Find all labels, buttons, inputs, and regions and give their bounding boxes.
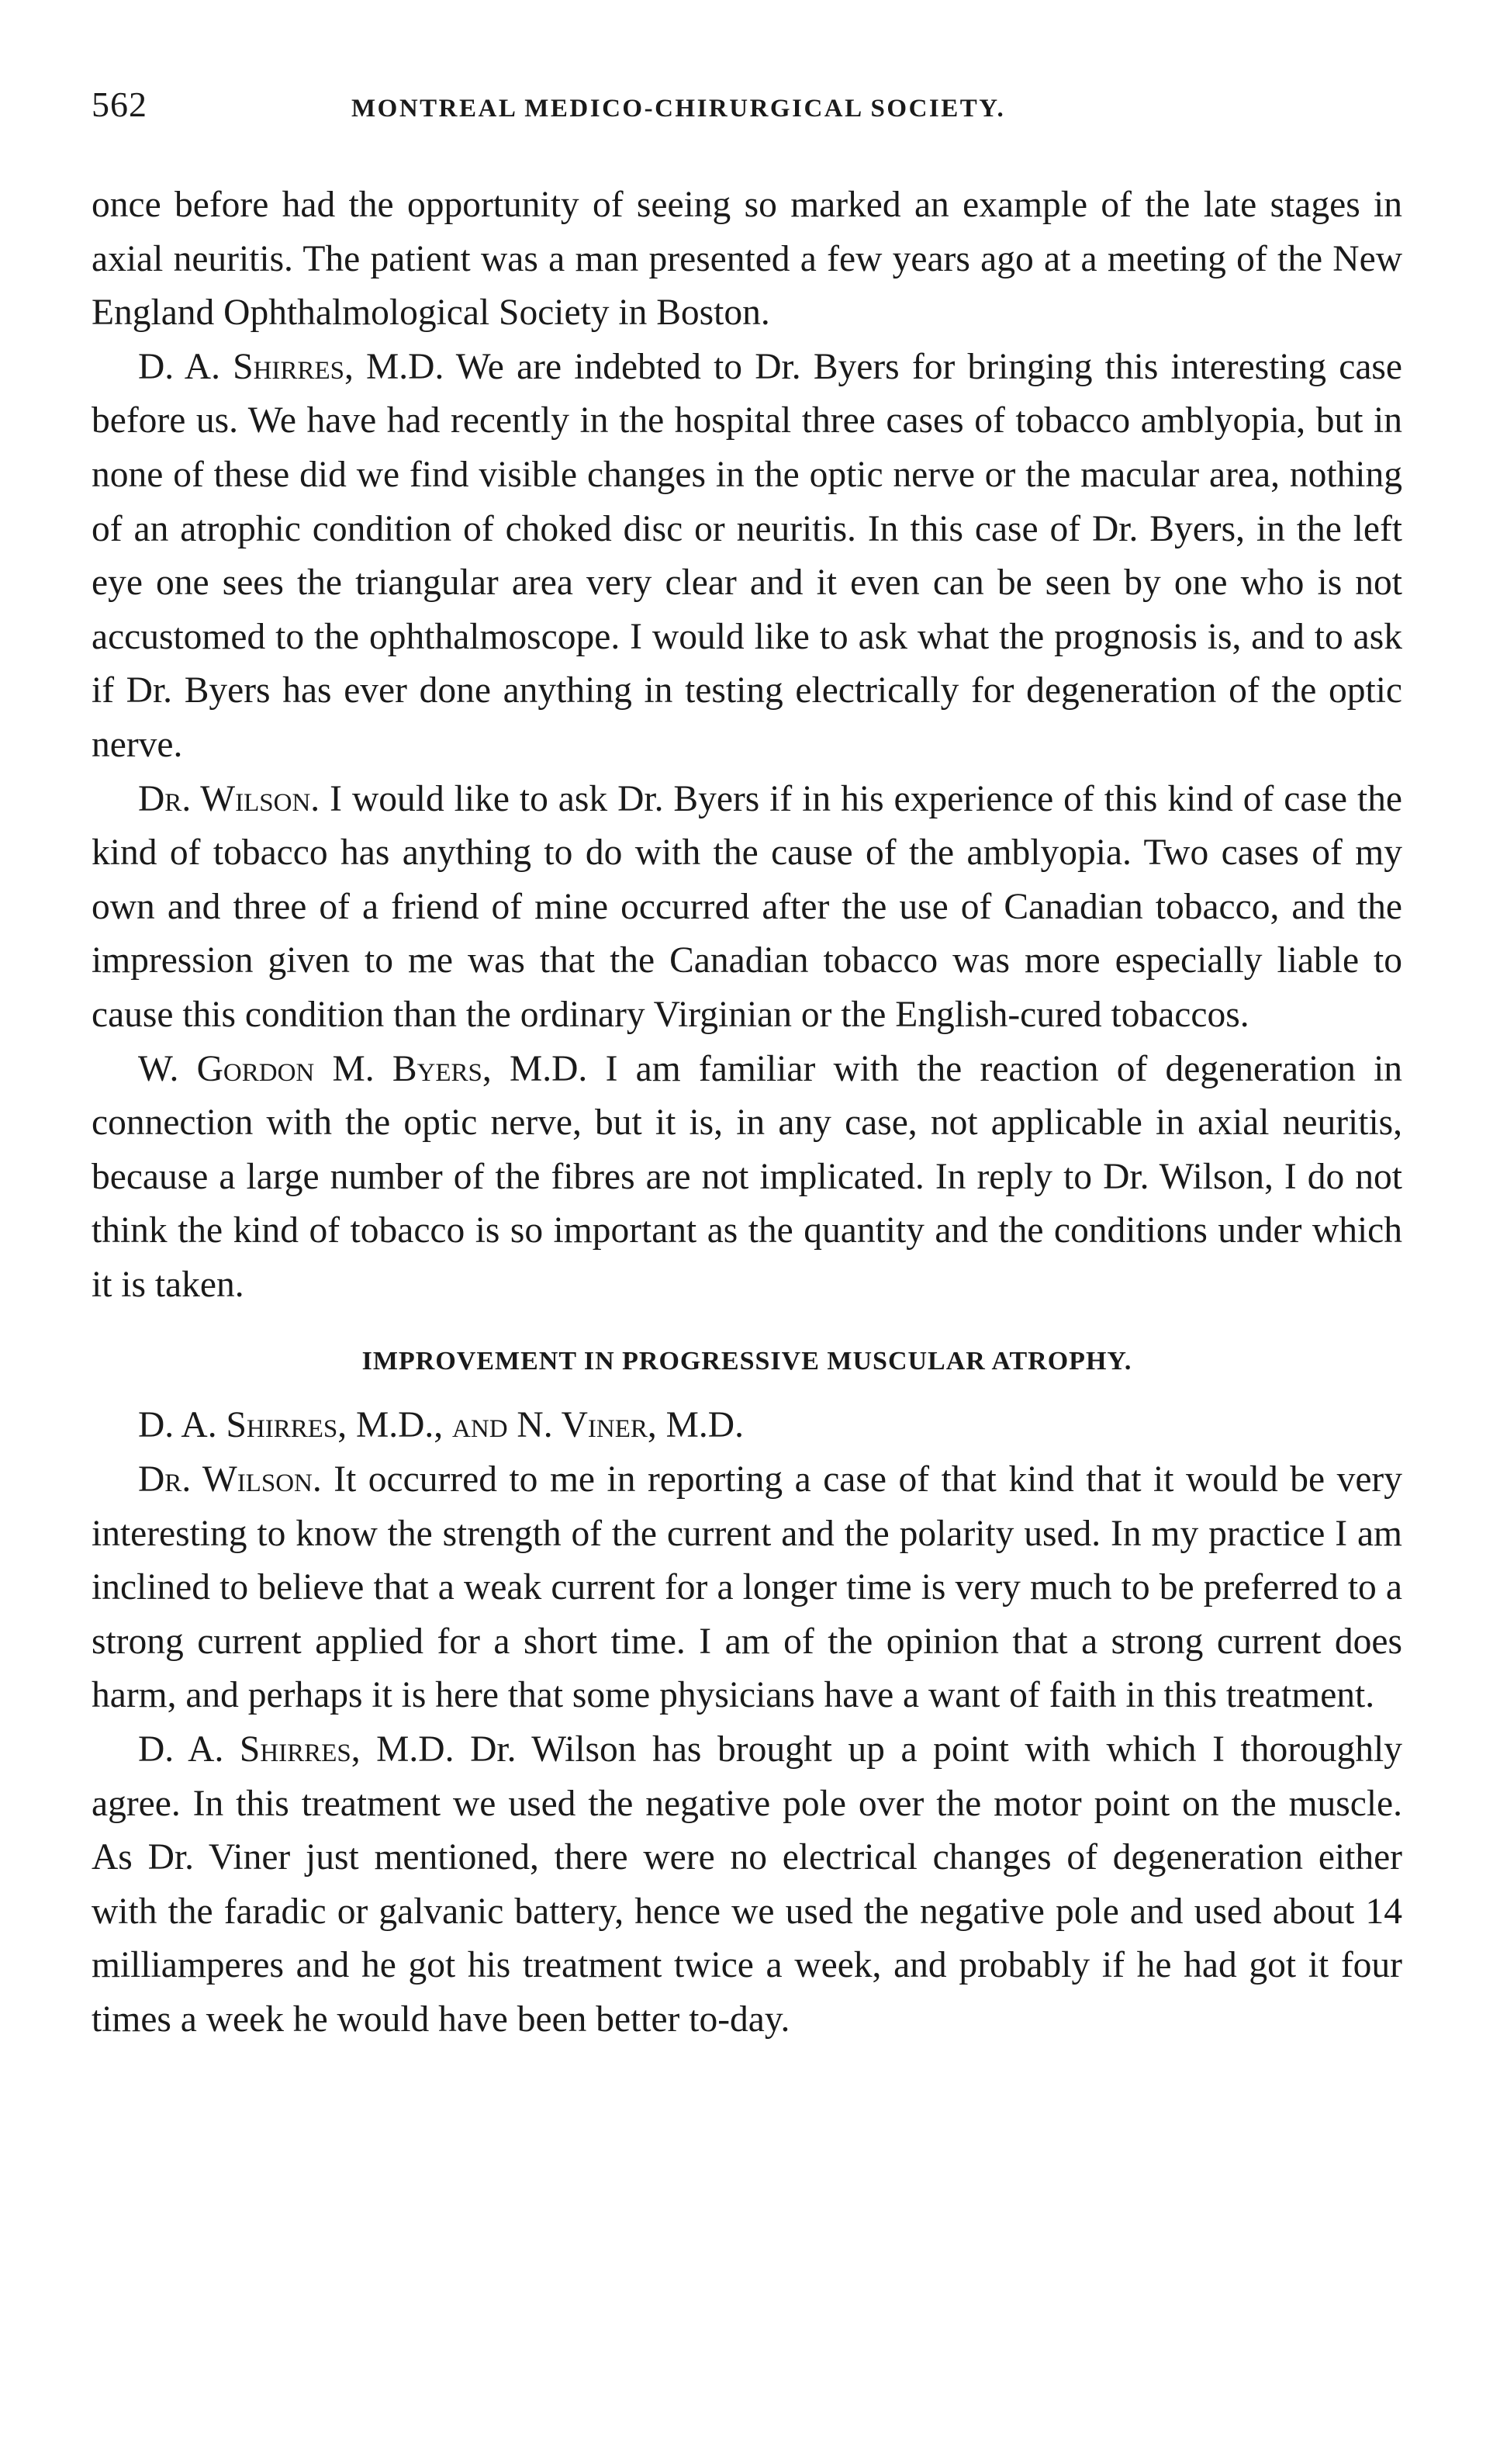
paragraph-wilson-comment: [92, 1453, 1402, 1723]
speaker-name: D. A. Shirres, M.D.: [138, 346, 444, 387]
running-head: [92, 84, 1402, 130]
paragraph-text: I would like to ask Dr. Byers if in his experience of this kind of case the kind of tobacco has anything to do with the cause of the amblyopia. Two cases of my own and three of a friend of mine occurred after the use of Canadian tobacco, and the impression given to me was that the Canadian tobacco was more especially liable to cause this condition than the ordinary Virginian or the English-cured tobaccos.: [92, 778, 1403, 1035]
paragraph-continuation: [92, 178, 1402, 341]
authors-line: D. A. Shirres, M.D., and N. Viner, M.D.: [138, 1405, 744, 1446]
section-heading: IMPROVEMENT IN PROGRESSIVE MUSCULAR ATROPHY.: [361, 1347, 1132, 1376]
journal-title: MONTREAL MEDICO-CHIRURGICAL SOCIETY.: [351, 95, 1006, 123]
paragraph-text: I am familiar with the reaction of degeneration in connection with the optic nerve, but it is, in any case, not applicable in axial neuritis, because a large number of the fibres are not implicated. In reply to Dr. Wilson, I do not think the kind of tobacco is so important as the quantity and the conditions under which it is taken.: [92, 1048, 1403, 1305]
paragraph-text: Dr. Wilson has brought up a point with which I thoroughly agree. In this treatment we used the negative pole over the motor point on the muscle. As Dr. Viner just mentioned, there were no electrical changes of degeneration either with the faradic or galvanic battery, hence we used the negative pole and used about 14 milliamperes and he got his treatment twice a week, and probably if he had got it four times a week he would have been better to-day.: [92, 1729, 1403, 2040]
paragraph-byers-reply: [92, 1043, 1402, 1313]
paragraph-wilson-question: [92, 773, 1402, 1043]
body-text: [92, 178, 1402, 2047]
paragraph-text: We are indebted to Dr. Byers for bringing this interesting case before us. We have had recently in the hospital three cases of tobacco amblyopia, but in none of these did we find visible changes in the optic nerve or the macular area, nothing of an atrophic condition of choked disc or neuritis. In this case of Dr. Byers, in the left eye one sees the triangular area very clear and it even can be seen by one who is not accustomed to the ophthalmoscope. I would like to ask what the prognosis is, and to ask if Dr. Byers has ever done anything in testing electrically for degeneration of the optic nerve.: [92, 346, 1403, 765]
section-authors: [92, 1399, 1402, 1453]
paragraph-text: once before had the opportunity of seeing so marked an example of the late stages in axial neuritis. The patient was a man presented a few years ago at a meeting of the New England Ophthalmological Society in Boston.: [92, 185, 1402, 334]
speaker-name: D. A. Shirres, M.D.: [138, 1729, 454, 1770]
speaker-name: Dr. Wilson.: [138, 778, 320, 819]
speaker-name: Dr. Wilson.: [138, 1459, 322, 1500]
paragraph-shirres-remarks: [92, 341, 1402, 773]
paragraph-text: It occurred to me in reporting a case of that kind that it would be very interesting to know the strength of the current and the polarity used. In my practice I am inclined to believe that a weak current for a longer time is very much to be preferred to a strong current applied for a short time. I am of the opinion that a strong current does harm, and perhaps it is here that some physicians have a want of faith in this treatment.: [92, 1459, 1402, 1716]
page-number: 562: [92, 85, 147, 124]
paragraph-shirres-reply: [92, 1723, 1402, 2047]
speaker-name: W. Gordon M. Byers, M.D.: [138, 1048, 588, 1089]
